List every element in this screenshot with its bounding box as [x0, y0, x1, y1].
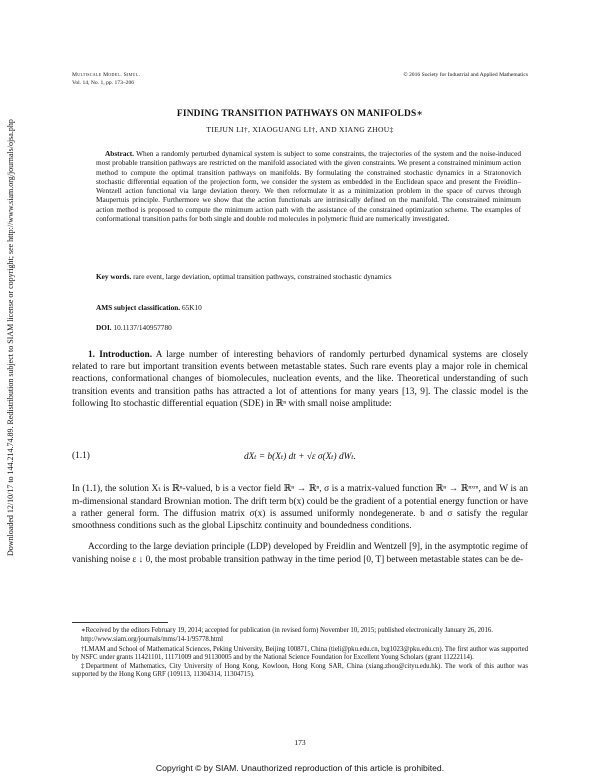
paper-authors: TIEJUN LI†, XIAOGUANG LI†, AND XIANG ZHOU‡ [206, 125, 394, 134]
equation-1-1 [72, 451, 528, 465]
footnotes [72, 627, 528, 681]
footnote-received: ∗Received by the editors February 19, 2014; accepted for publication (in revised form) November 10, 2015; published electronically January 26, 2016. [81, 627, 493, 634]
equation-number: (1.1) [72, 451, 90, 461]
journal-volume: Vol. 14, No. 1, pp. 173–206 [72, 80, 135, 86]
abstract-text: When a randomly perturbed dynamical system is subject to some constraints, the trajectories of the system and the noise-induced most probable transition pathways are restricted on the manifold associated with the given constraints. We present a constrained minimum action method to compute the optimal transition pathways on manifolds. By formulating the constrained stochastic dynamics in a Stratonovich stochastic differential equation of the projection form, we consider the system as embedded in the Euclidean space and present the Freidlin–Wentzell action functional via large deviation theory. We then reformulate it as a minimization problem in the space of curves through Maupertuis principle. Furthermore we show that the action functionals are intrinsically defined on the manifold. The constrained minimum action method is proposed to compute the minimum action path with the assistance of the constrained optimization scheme. The examples of conformational transition paths for both single and double rod molecules in polymeric fluid are numerically investigated. [96, 149, 521, 223]
intro-paragraph-1: A large number of interesting behaviors of randomly perturbed dynamical systems are closely related to rare but important transition events between metastable states. Such rare events play a major role in chemical reactions, conformational changes of biomolecules, nucleation events, and the like. Theoretical understanding of such transition events and transition paths has attracted a lot of attentions for many years [13, 9]. The classic model is the following Ito stochastic differential equation (SDE) in ℝⁿ with small noise amplitude: [72, 350, 529, 409]
footnote-affiliation-2: ‡Department of Mathematics, City University of Hong Kong, Kowloon, Hong Kong SAR, China (xiang.zhou@cityu.edu.hk). The work of this author was supported by the Hong Kong GRF (109113, 11304314, 11304715). [72, 663, 528, 679]
keywords [96, 272, 521, 281]
header-copyright: © 2016 Society for Industrial and Applied Mathematics [403, 72, 528, 78]
abstract-label: Abstract. [105, 149, 134, 158]
intro-paragraph-2: In (1.1), the solution Xₜ is ℝⁿ-valued, b is a vector field ℝⁿ → ℝⁿ, σ is a matrix-valued function ℝⁿ → ℝⁿˣᵐ, and W is an m-dimensional standard Brownian motion. The drift term b(x) could be the gradient of a potential energy function or have a rather general form. The diffusion matrix σ(x) is assumed uniformly nondegenerate. b and σ satisfy the regular smoothness conditions such as the global Lipschitz continuity and boundedness conditions. [72, 484, 528, 531]
doi [96, 323, 521, 332]
ams-classification [96, 303, 521, 312]
intro-heading: 1. Introduction. [88, 350, 153, 360]
footnote-rule [72, 622, 168, 623]
keywords-text: rare event, large deviation, optimal transition pathways, constrained stochastic dynamics [133, 272, 392, 281]
keywords-label: Key words. [96, 272, 132, 281]
download-sidebar: Downloaded 12/10/17 to 144.214.74.89. Redistribution subject to SIAM license or copyright; see http://www.siam.org/journals/ojsa.php [6, 119, 15, 556]
ams-label: AMS subject classification. [96, 303, 181, 312]
footer-copyright: Copyright © by SIAM. Unauthorized reproduction of this article is prohibited. [155, 763, 445, 773]
footnote-affiliation-1: †LMAM and School of Mathematical Sciences, Peking University, Beijing 100871, China (tieli@pku.edu.cn, lxg1023@pku.edu.cn). The first author was supported by NSFC under grants 11421101, 11171009 and 91130005 and by the National Science Foundation for Excellent Young Scholars (grant 11222114). [72, 645, 528, 661]
doi-label: DOI. [96, 323, 112, 332]
ams-text: 65K10 [181, 303, 202, 312]
doi-text: 10.1137/140957780 [113, 323, 172, 332]
footnote-url[interactable]: http://www.siam.org/journals/mms/14-1/95778.html [81, 636, 223, 644]
journal-name: Multiscale Model. Simul. [72, 72, 141, 78]
abstract [96, 149, 521, 223]
intro-section [72, 349, 528, 410]
paper-title: FINDING TRANSITION PATHWAYS ON MANIFOLDS∗ [176, 109, 424, 119]
intro-paragraph-3: According to the large deviation principle (LDP) developed by Freidlin and Wentzell [9], in the asymptotic regime of vanishing noise ε ↓ 0, the most probable transition pathway in the time period [0, T] between metastable states can be de- [72, 542, 528, 565]
equation-formula: dXₜ = b(Xₜ) dt + √ε σ(Xₜ) dWₜ. [243, 452, 356, 462]
page-number: 173 [294, 738, 306, 747]
intro-continued [72, 474, 528, 575]
